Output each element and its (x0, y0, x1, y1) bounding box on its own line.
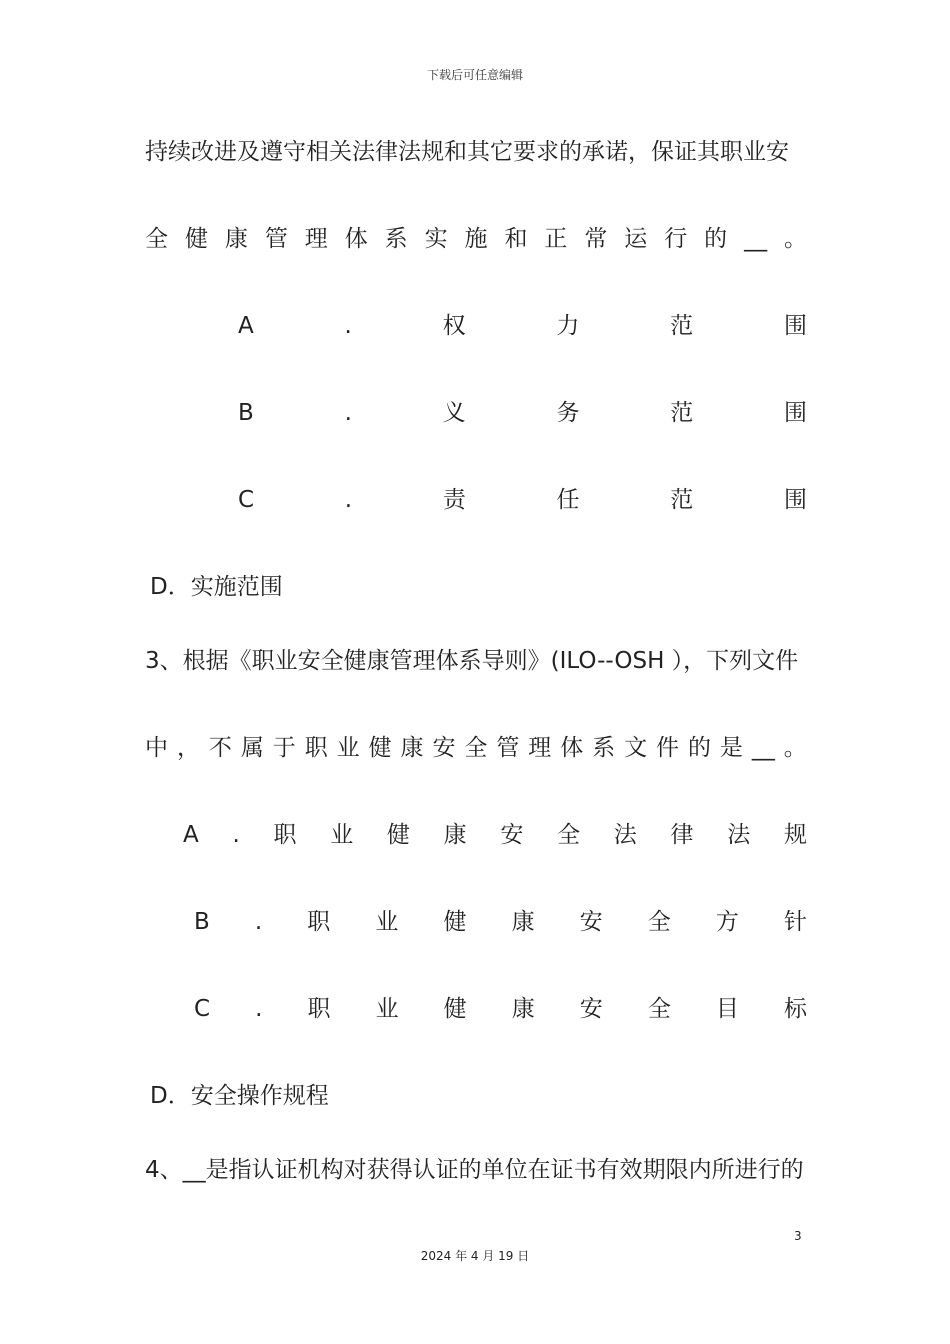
spread-char: 职 (304, 735, 328, 761)
spread-char: C (194, 996, 211, 1022)
q3-line-2 (145, 733, 807, 763)
spread-char: 业 (330, 822, 354, 848)
spread-char: 职 (273, 822, 297, 848)
spread-char: 范 (670, 313, 694, 339)
paragraph-line-1: 持续改进及遵守相关法律法规和其它要求的承诺，保证其职业安 (145, 139, 789, 165)
spread-char: 职 (307, 996, 331, 1022)
spread-char: 实 (424, 226, 448, 252)
spread-char: 健 (386, 822, 410, 848)
spread-char: B (238, 400, 254, 426)
q3-option-a (183, 820, 807, 850)
spread-char: A (183, 822, 199, 848)
spread-char: 康 (400, 735, 424, 761)
spread-char: 系 (384, 226, 408, 252)
spread-char: . (344, 487, 353, 513)
spread-char: 健 (443, 996, 467, 1022)
spread-char: 方 (715, 909, 739, 935)
spread-char: . (232, 822, 240, 848)
q2-option-d: D．实施范围 (150, 574, 283, 600)
spread-char: 健 (184, 226, 208, 252)
spread-char: . (344, 313, 352, 339)
spread-char: 范 (670, 487, 694, 513)
spread-char: 范 (670, 400, 694, 426)
spread-char: 业 (375, 909, 399, 935)
spread-char: C (238, 487, 255, 513)
spread-char: 责 (442, 487, 466, 513)
spread-char: 律 (670, 822, 694, 848)
spread-char: 全 (145, 226, 168, 252)
spread-char: A (238, 313, 254, 339)
spread-char: 系 (592, 735, 616, 761)
spread-char: . (254, 909, 263, 935)
spread-char: 不 (208, 735, 232, 761)
spread-char: 规 (783, 822, 807, 848)
spread-char: 施 (464, 226, 488, 252)
spread-char: 的 (704, 226, 728, 252)
spread-char: 目 (715, 996, 739, 1022)
spread-char: 件 (656, 735, 679, 761)
spread-char: 。 (784, 226, 807, 252)
spread-char: 力 (556, 313, 580, 339)
spread-char: . (255, 996, 263, 1022)
spread-char: 围 (784, 400, 807, 426)
spread-char: 义 (442, 400, 466, 426)
q4-line-1: 4、__是指认证机构对获得认证的单位在证书有效期限内所进行的 (145, 1157, 804, 1183)
spread-char: 体 (344, 226, 368, 252)
spread-char: 管 (264, 226, 288, 252)
spread-char: 是 (719, 735, 743, 761)
spread-char: 于 (272, 735, 296, 761)
q3-option-c (194, 994, 807, 1024)
spread-char: 针 (783, 909, 807, 935)
spread-char: 常 (584, 226, 608, 252)
spread-char: 文 (624, 735, 648, 761)
spread-char: 健 (368, 735, 392, 761)
spread-char: 和 (504, 226, 528, 252)
spread-char: __ (744, 226, 768, 252)
spread-char: 安 (579, 996, 603, 1022)
spread-char: 。 (783, 735, 807, 761)
spread-char: __ (751, 735, 775, 761)
spread-char: 业 (336, 735, 360, 761)
spread-char: ， (176, 735, 200, 761)
spread-char: 业 (375, 996, 399, 1022)
q2-option-a (238, 311, 807, 341)
q3-option-d: D．安全操作规程 (150, 1083, 329, 1109)
page-footer-date: 2024 年 4 月 19 日 (420, 1249, 530, 1263)
spread-char: 康 (224, 226, 248, 252)
spread-char: 康 (443, 822, 467, 848)
spread-char: 围 (783, 487, 807, 513)
spread-char: 安 (432, 735, 456, 761)
spread-char: . (344, 400, 352, 426)
spread-char: 属 (240, 735, 264, 761)
q2-option-c (238, 485, 807, 515)
spread-char: 体 (560, 735, 584, 761)
spread-char: 全 (647, 909, 671, 935)
spread-char: 理 (304, 226, 328, 252)
spread-char: 全 (464, 735, 488, 761)
spread-char: 任 (556, 487, 580, 513)
q3-option-b (194, 907, 807, 937)
paragraph-line-2 (145, 224, 807, 254)
spread-char: 管 (496, 735, 520, 761)
spread-char: 法 (727, 822, 751, 848)
q3-line-1: 3、根据《职业安全健康管理体系导则》(ILO--OSH ），下列文件 (145, 648, 799, 674)
spread-char: 理 (528, 735, 552, 761)
spread-char: 法 (613, 822, 637, 848)
spread-char: 标 (783, 996, 807, 1022)
spread-char: 的 (687, 735, 711, 761)
spread-char: 全 (647, 996, 671, 1022)
page-number: 3 (794, 1229, 802, 1243)
spread-char: 康 (511, 909, 535, 935)
spread-char: B (194, 909, 210, 935)
spread-char: 运 (624, 226, 648, 252)
spread-char: 康 (511, 996, 535, 1022)
q2-option-b (238, 398, 807, 428)
spread-char: 围 (783, 313, 807, 339)
spread-char: 职 (307, 909, 331, 935)
spread-char: 中 (145, 735, 168, 761)
spread-char: 全 (557, 822, 581, 848)
spread-char: 健 (443, 909, 467, 935)
spread-char: 务 (556, 400, 580, 426)
page-header: 下载后可任意编辑 (426, 68, 523, 82)
spread-char: 权 (442, 313, 466, 339)
spread-char: 正 (544, 226, 568, 252)
spread-char: 安 (579, 909, 603, 935)
spread-char: 安 (500, 822, 524, 848)
spread-char: 行 (664, 226, 688, 252)
